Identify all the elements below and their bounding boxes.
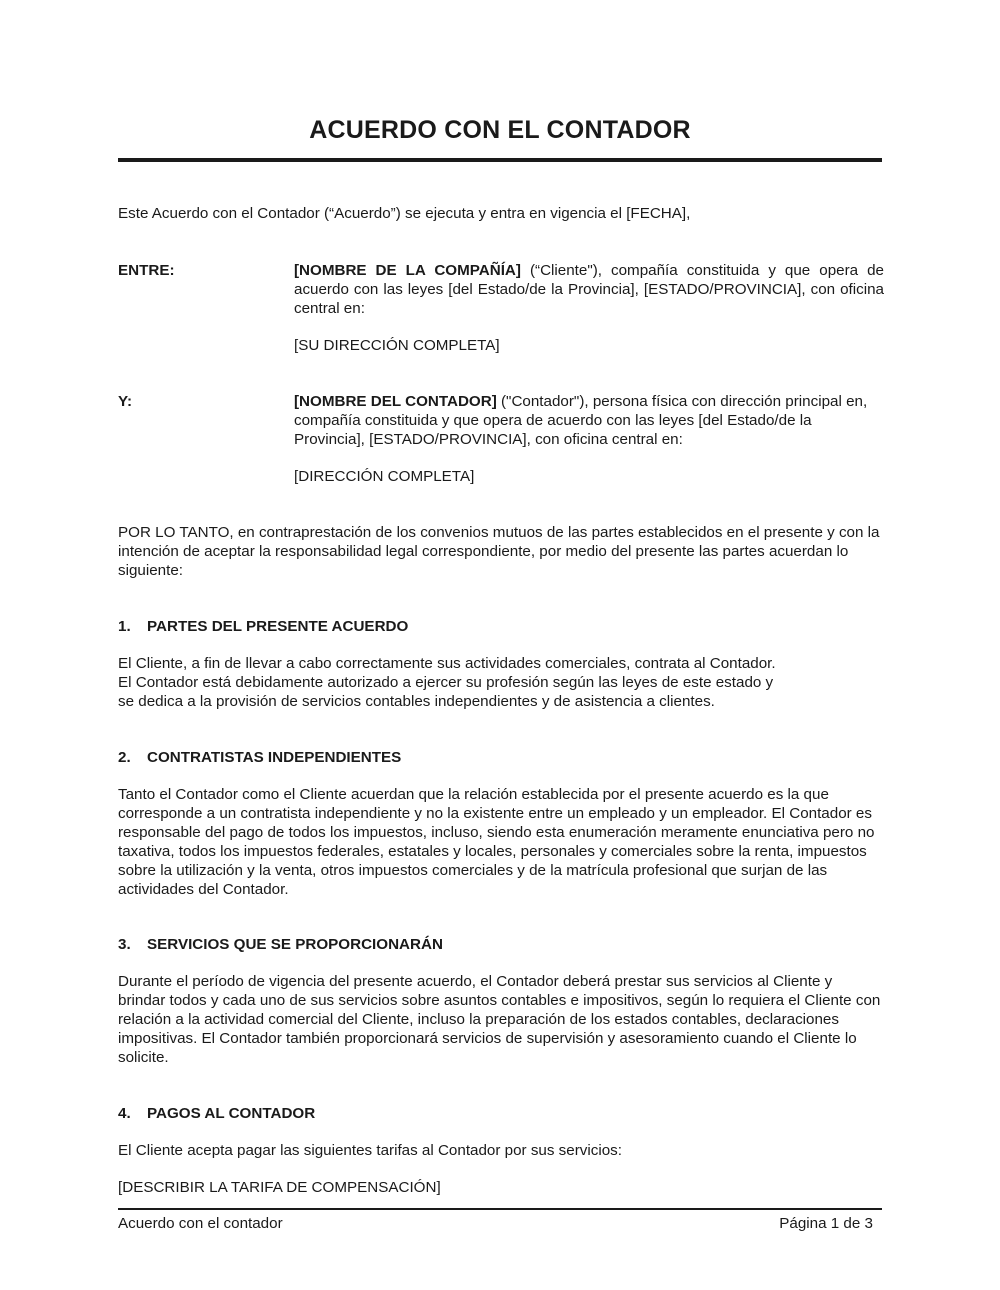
party-address-client: [SU DIRECCIÓN COMPLETA] — [294, 337, 500, 354]
section-2-body: Tanto el Contador como el Cliente acuerdan que la relación establecida por el presente acuerdo es la que corresponde a un contratista independiente y no la existente entre un empleado y un empleador. El Contador es responsable del pago de todos los impuestos, incluso, siendo esta enumeración meramente enunciativa pero no taxativa, todos los impuestos federales, estatales y locales, personales y comerciales sobre la renta, impuestos sobre la utilización y la venta, otros impuestos comerciales y de la matrícula profesional que surjan de las actividades del Contador. — [118, 786, 875, 898]
party-label-entre: ENTRE: — [118, 262, 175, 279]
section-1-body: El Cliente, a fin de llevar a cabo correctamente sus actividades comerciales, contrata al Contador. El Contador está debidamente autorizado a ejercer su profesión según las leyes de este estado y se dedica a la provisión de servicios contables independientes y de asistencia a clientes. — [118, 655, 776, 710]
section-1-heading: 1. PARTES DEL PRESENTE ACUERDO — [118, 618, 409, 635]
footer-document-name: Acuerdo con el contador — [118, 1215, 283, 1232]
party-text-accountant: ("Contador"), persona física con dirección principal en, compañía constituida y que opera de acuerdo con las leyes [del Estado/de la Provincia], [ESTADO/PROVINCIA], con oficina central en: — [294, 393, 868, 448]
section-4-heading: 4. PAGOS AL CONTADOR — [118, 1105, 316, 1122]
compensation-placeholder: [DESCRIBIR LA TARIFA DE COMPENSACIÓN] — [118, 1179, 441, 1196]
section-4-body: El Cliente acepta pagar las siguientes tarifas al Contador por sus servicios: — [118, 1142, 622, 1159]
party-name-accountant: [NOMBRE DEL CONTADOR] — [294, 393, 497, 410]
party-description-accountant — [294, 392, 884, 449]
intro-paragraph: Este Acuerdo con el Contador (“Acuerdo”) se ejecuta y entra en vigencia el [FECHA], — [118, 205, 691, 222]
party-description-client — [294, 261, 884, 318]
section-3-heading: 3. SERVICIOS QUE SE PROPORCIONARÁN — [118, 936, 443, 953]
footer-page-number: Página 1 de 3 — [779, 1215, 873, 1232]
footer-divider — [118, 1208, 882, 1210]
party-address-accountant: [DIRECCIÓN COMPLETA] — [294, 468, 475, 485]
party-label-y: Y: — [118, 393, 133, 410]
party-name-client: [NOMBRE DE LA COMPAÑÍA] — [294, 262, 521, 279]
party-text-client: (“Cliente"), compañía constituida y que opera de acuerdo con las leyes [del Estado/de la Provincia], [ESTADO/PROVINCIA], con oficina central en: — [294, 262, 884, 317]
whereas-paragraph: POR LO TANTO, en contraprestación de los convenios mutuos de las partes establecidos en el presente y con la intención de aceptar la responsabilidad legal correspondiente, por medio del presente las partes acuerdan lo siguiente: — [118, 524, 880, 579]
title-divider — [118, 158, 882, 162]
section-3-body: Durante el período de vigencia del presente acuerdo, el Contador deberá prestar sus servicios al Cliente y brindar todos y cada uno de sus servicios sobre asuntos contables e impositivos, según lo requiera el Cliente con relación a la actividad comercial del Cliente, incluso la preparación de los estados contables, declaraciones impositivas. El Contador también proporcionará servicios de supervisión y asesoramiento cuando el Cliente lo solicite. — [118, 973, 881, 1066]
section-2-heading: 2. CONTRATISTAS INDEPENDIENTES — [118, 749, 402, 766]
document-title: ACUERDO CON EL CONTADOR — [309, 116, 691, 144]
